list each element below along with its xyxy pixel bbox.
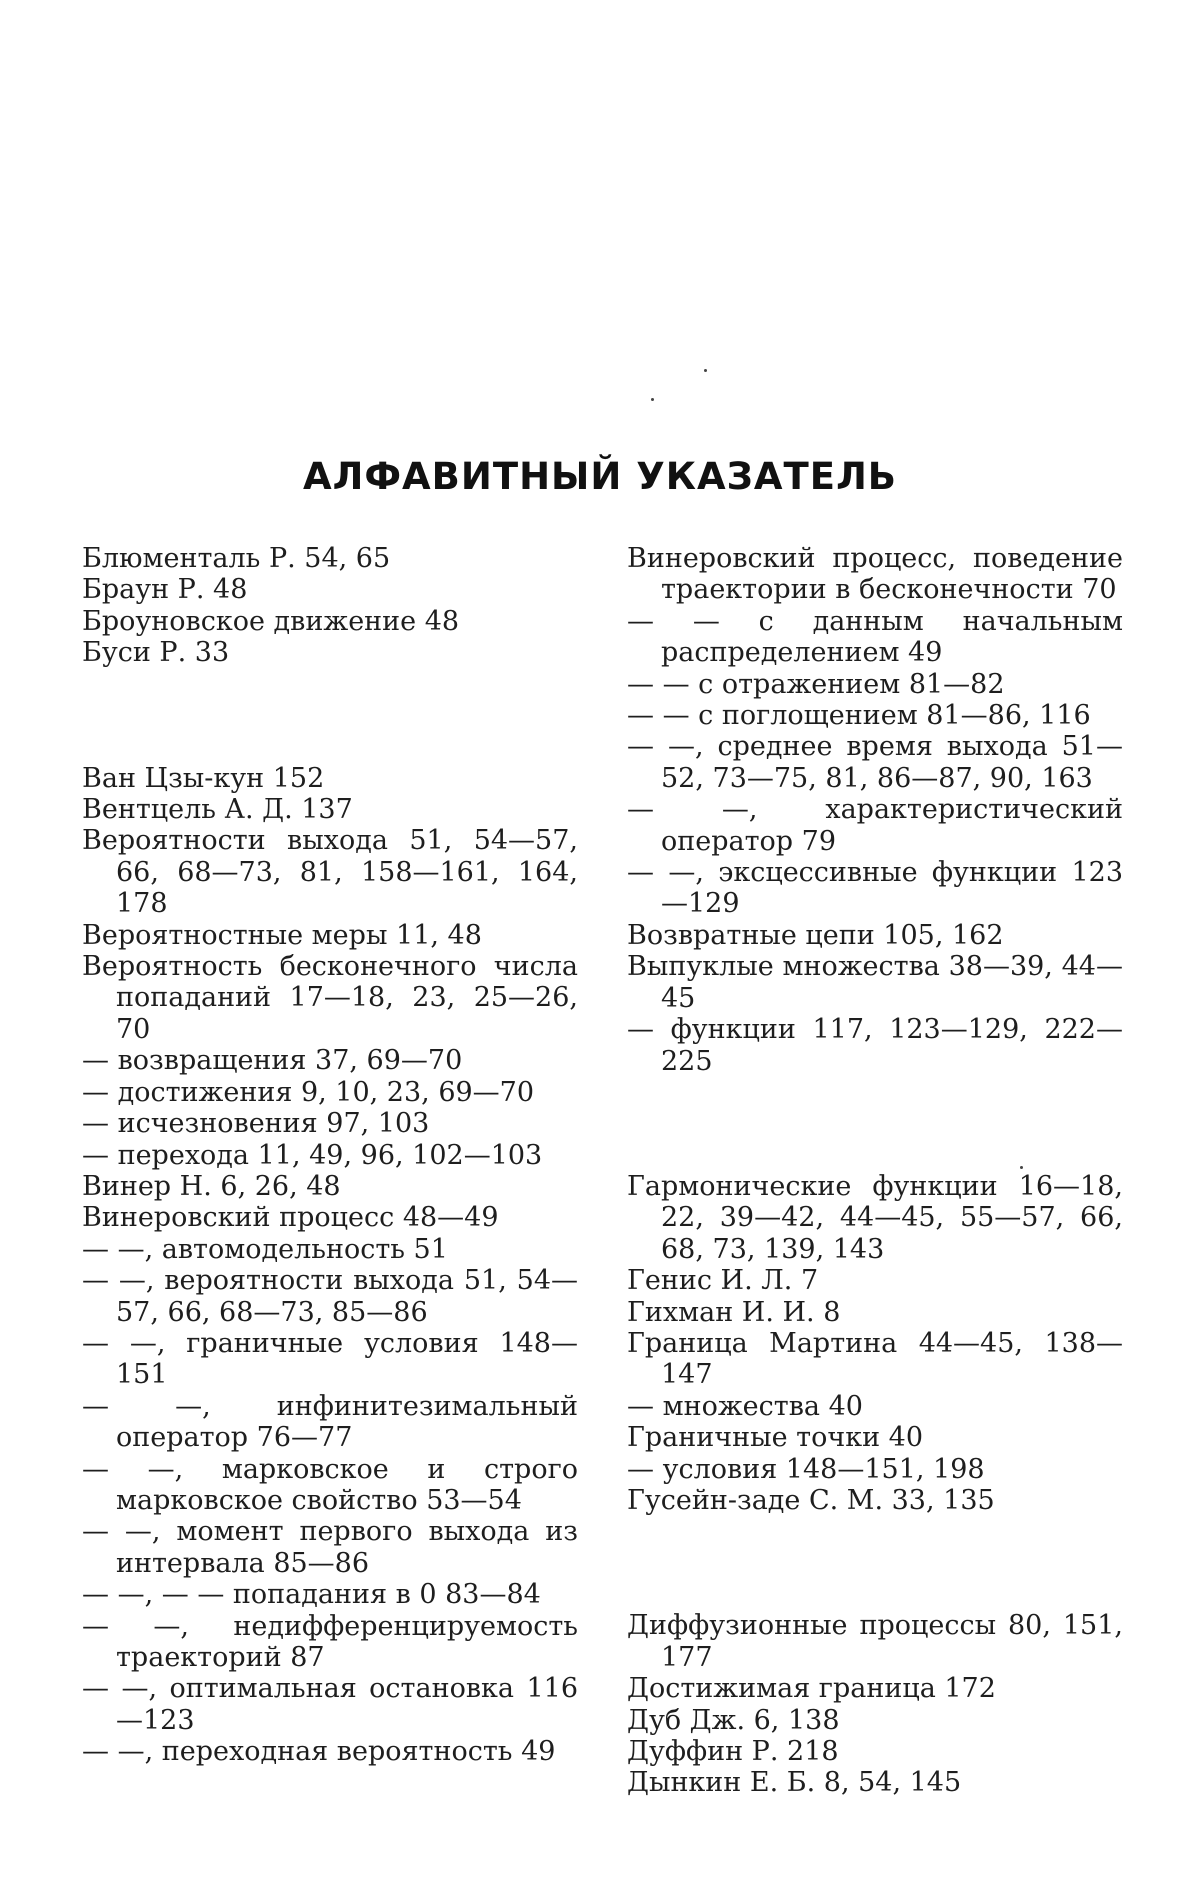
- index-column-right: [627, 543, 1123, 1799]
- index-entry: — — с поглощением 81—86, 116: [627, 700, 1091, 732]
- letter-group: [82, 543, 578, 669]
- index-entry: Вероятностные меры 11, 48: [82, 919, 482, 951]
- index-entry: Граница Мартина 44—45, 138—147: [627, 1327, 1123, 1391]
- index-entry: Генис И. Л. 7: [627, 1265, 819, 1297]
- letter-group: [627, 543, 1123, 1077]
- index-entry: — —, автомодельность 51: [82, 1233, 448, 1265]
- index-entry: Броуновское движение 48: [82, 605, 460, 637]
- index-entry: — —, переходная вероятность 49: [82, 1736, 556, 1768]
- index-entry: — —, среднее время выхода 51—52, 73—75, 81, 86—87, 90, 163: [627, 731, 1123, 794]
- index-entry: — —, инфинитезимальный оператор 76—77: [82, 1390, 578, 1454]
- index-entry: — достижения 9, 10, 23, 69—70: [82, 1076, 535, 1108]
- index-entry: — —, граничные условия 148—151: [82, 1327, 578, 1391]
- page-title: АЛФАВИТНЫЙ УКАЗАТЕЛЬ: [302, 455, 898, 498]
- index-entry: — функции 117, 123—129, 222—225: [627, 1014, 1123, 1077]
- letter-group-gap: [627, 1516, 1123, 1610]
- index-entry: — перехода 11, 49, 96, 102—103: [82, 1139, 543, 1171]
- index-entry: Дуффин Р. 218: [627, 1736, 839, 1767]
- index-entry: — множества 40: [627, 1390, 863, 1422]
- index-entry: — —, оптимальная остановка 116—123: [82, 1673, 578, 1736]
- index-entry: — возвращения 37, 69—70: [82, 1045, 463, 1077]
- index-entry: Дуб Дж. 6, 138: [627, 1704, 840, 1736]
- index-entry: Ван Цзы-кун 152: [82, 762, 325, 794]
- speck-mark: [651, 398, 654, 401]
- index-entry: Браун Р. 48: [82, 574, 248, 606]
- index-entry: Винер Н. 6, 26, 48: [82, 1170, 341, 1202]
- index-entry: Блюменталь Р. 54, 65: [82, 543, 391, 574]
- index-entry: — —, характеристический оператор 79: [627, 794, 1123, 857]
- index-entry: — — с отражением 81—82: [627, 668, 1005, 700]
- index-entry: — —, марковское и строго марковское свойство 53—54: [82, 1453, 578, 1516]
- index-entry: — —, вероятности выхода 51, 54—57, 66, 68—73, 85—86: [82, 1265, 578, 1328]
- index-entry: Гихман И. И. 8: [627, 1296, 841, 1328]
- index-entry: — —, недифференцируемость траекторий 87: [82, 1610, 578, 1673]
- index-entry: Граничные точки 40: [627, 1422, 923, 1454]
- index-entry: Гармонические функции 16—18, 22, 39—42, 44—45, 55—57, 66, 68, 73, 139, 143: [627, 1170, 1123, 1265]
- index-entry: Винеровский процесс, поведение траектории в бесконечности 70: [627, 543, 1123, 606]
- index-entry: — —, момент первого выхода из интервала 85—86: [82, 1516, 578, 1579]
- letter-group: [627, 1610, 1123, 1798]
- index-entry: — —, — — попадания в 0 83—84: [82, 1579, 541, 1611]
- index-entry: — условия 148—151, 198: [627, 1453, 985, 1485]
- index-entry: — — с данным начальным распределением 49: [627, 605, 1123, 669]
- index-entry: Выпуклые множества 38—39, 44—45: [627, 951, 1123, 1014]
- index-entry: — исчезновения 97, 103: [82, 1108, 430, 1140]
- letter-group-gap: [82, 669, 578, 763]
- letter-group: [627, 1171, 1123, 1516]
- index-entry: Винеровский процесс 48—49: [82, 1202, 499, 1234]
- index-entry: Дынкин Е. Б. 8, 54, 145: [627, 1767, 962, 1799]
- speck-mark: [704, 369, 707, 372]
- index-entry: — —, эксцессивные функции 123—129: [627, 857, 1123, 920]
- letter-group-gap: [627, 1077, 1123, 1171]
- index-entry: Буси Р. 33: [82, 637, 230, 669]
- index-entry: Достижимая граница 172: [627, 1673, 996, 1705]
- index-column-left: [82, 543, 578, 1768]
- index-entry: Диффузионные процессы 80, 151, 177: [627, 1610, 1123, 1673]
- index-entry: Вероятности выхода 51, 54—57, 66, 68—73, 81, 158—161, 164, 178: [82, 825, 578, 920]
- index-entry: Вентцель А. Д. 137: [82, 794, 353, 826]
- index-entry: Гусейн-заде С. М. 33, 135: [627, 1484, 995, 1516]
- index-entry: Вероятность бесконечного числа попаданий 17—18, 23, 25—26, 70: [82, 951, 578, 1045]
- letter-group: [82, 763, 578, 1768]
- index-entry: Возвратные цепи 105, 162: [627, 919, 1004, 951]
